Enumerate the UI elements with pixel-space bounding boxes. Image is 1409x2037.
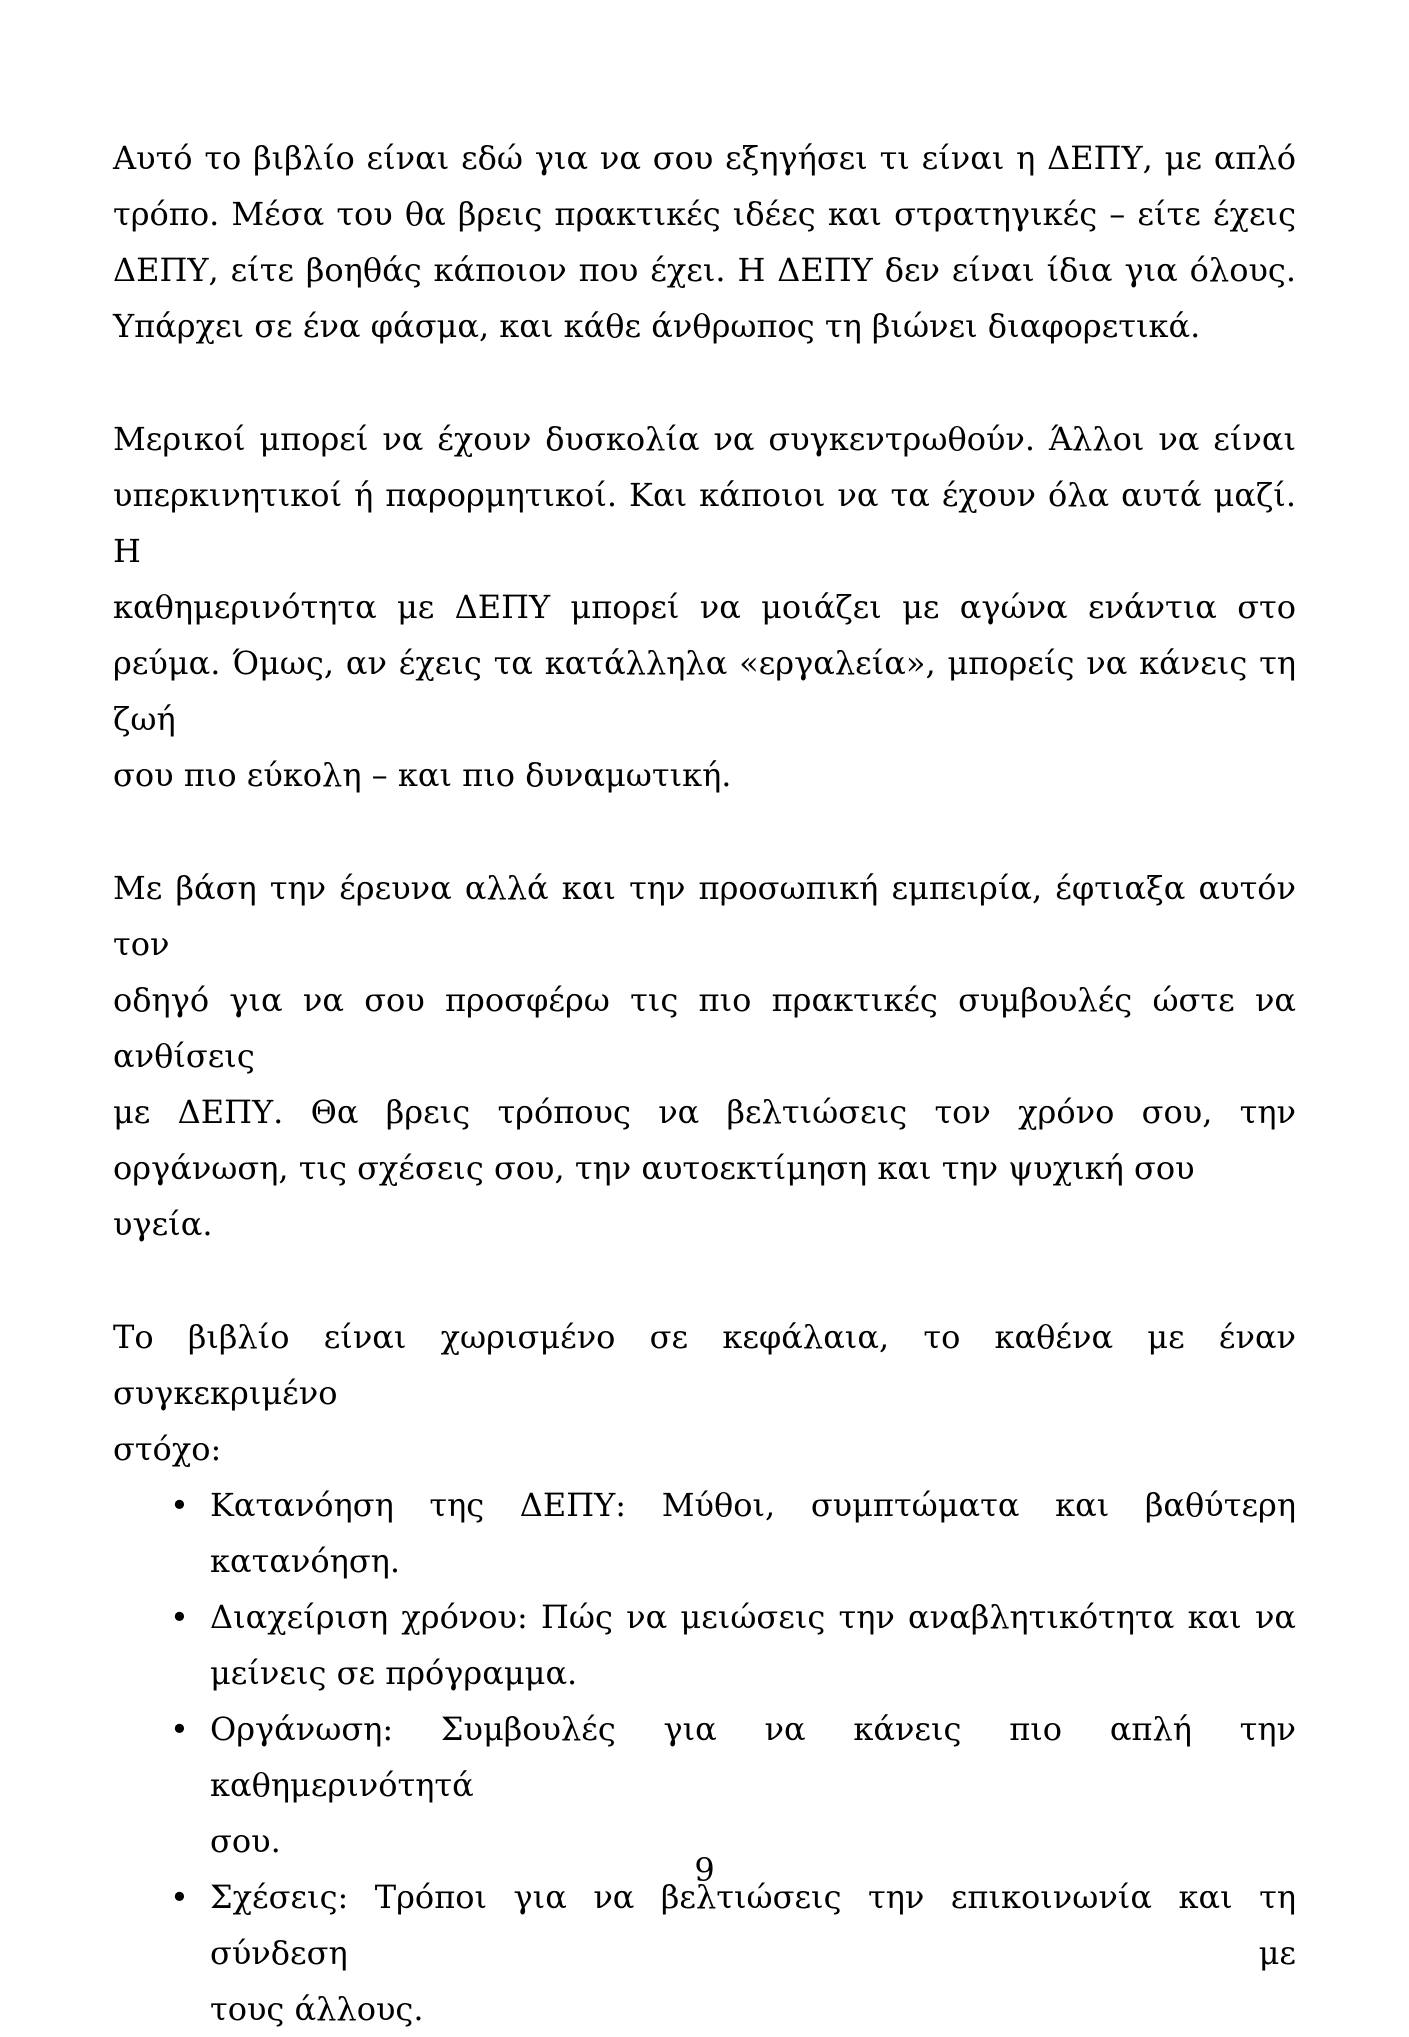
text-line: Κατανόηση της ΔΕΠΥ: Μύθοι, συμπτώματα και βαθύτερη (210, 1486, 1296, 1524)
text-line: Διαχείριση χρόνου: Πώς να μειώσεις την αναβλητικότητα και να (210, 1598, 1296, 1636)
text-line: Το βιβλίο είναι χωρισμένο σε κεφάλαια, το καθένα με έναν συγκεκριμένο (113, 1318, 1296, 1412)
text-line: κατανόηση. (210, 1542, 400, 1580)
text-line: Σχέσεις: Τρόποι για να βελτιώσεις την επικοινωνία και τη σύνδεση με (210, 1878, 1296, 1972)
text-line: ΔΕΠΥ, είτε βοηθάς κάποιον που έχει. Η ΔΕΠΥ δεν είναι ίδια για όλους. (113, 251, 1296, 289)
text-line: Οργάνωση: Συμβουλές για να κάνεις πιο απλή την καθημερινότητά (210, 1710, 1296, 1804)
text-line: με ΔΕΠΥ. Θα βρεις τρόπους να βελτιώσεις τον χρόνο σου, την (113, 1093, 1296, 1131)
text-line: μείνεις σε πρόγραμμα. (210, 1654, 578, 1692)
text-line: τους άλλους. (210, 1990, 424, 2028)
bullet-list (113, 1477, 1296, 2037)
text-line: Υπάρχει σε ένα φάσμα, και κάθε άνθρωπος τη βιώνει διαφορετικά. (113, 307, 1201, 345)
bullet-icon: • (170, 1878, 189, 1916)
bullet-icon: • (170, 1486, 189, 1524)
text-line: καθημερινότητα με ΔΕΠΥ μπορεί να μοιάζει με αγώνα ενάντια στο (113, 588, 1296, 626)
text-line: οδηγό για να σου προσφέρω τις πιο πρακτικές συμβουλές ώστε να ανθίσεις (113, 981, 1296, 1075)
text-line: τρόπο. Μέσα του θα βρεις πρακτικές ιδέες και στρατηγικές – είτε έχεις (113, 195, 1296, 233)
text-line: ρεύμα. Όμως, αν έχεις τα κατάλληλα «εργαλεία», μπορείς να κάνεις τη ζωή (113, 644, 1296, 738)
list-item (113, 1477, 1296, 1589)
paragraph (113, 411, 1296, 803)
bullet-icon: • (170, 1598, 189, 1636)
paragraph (113, 860, 1296, 1252)
text-line: σου. (210, 1822, 281, 1860)
text-line: σου πιο εύκολη – και πιο δυναμωτική. (113, 756, 732, 794)
text-line: Μερικοί μπορεί να έχουν δυσκολία να συγκεντρωθούν. Άλλοι να είναι (113, 420, 1296, 458)
page-number: 9 (694, 1851, 715, 1889)
list-item (113, 1589, 1296, 1701)
text-line: Με βάση την έρευνα αλλά και την προσωπική εμπειρία, έφτιαξα αυτόν τον (113, 869, 1296, 963)
text-content (113, 130, 1296, 2037)
bullet-icon: • (170, 1710, 189, 1748)
text-line: στόχο: (113, 1430, 222, 1468)
text-line: οργάνωση, τις σχέσεις σου, την αυτοεκτίμηση και την ψυχική σου υγεία. (113, 1149, 1195, 1243)
text-line: Αυτό το βιβλίο είναι εδώ για να σου εξηγήσει τι είναι η ΔΕΠΥ, με απλό (113, 139, 1296, 177)
paragraph (113, 1309, 1296, 1477)
paragraph (113, 130, 1296, 354)
text-line: υπερκινητικοί ή παρορμητικοί. Και κάποιοι να τα έχουν όλα αυτά μαζί. Η (113, 476, 1296, 570)
